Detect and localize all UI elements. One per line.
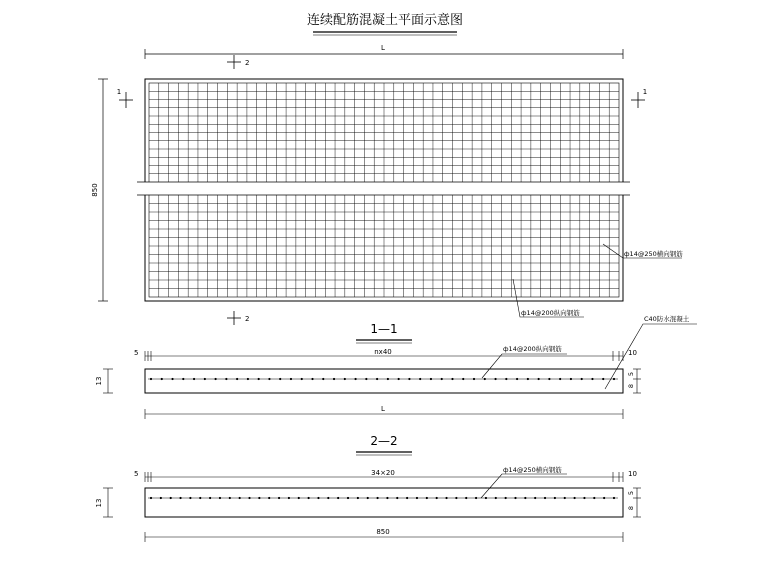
section-1-concrete-callout: C40防水混凝土: [644, 315, 690, 323]
rebar-dot: [215, 378, 217, 380]
rebar-dot: [376, 378, 378, 380]
section-1-bottom-label: L: [381, 405, 385, 413]
rebar-dot: [225, 378, 227, 380]
rebar-dot: [416, 497, 418, 499]
rebar-dot: [473, 378, 475, 380]
rebar-dot: [301, 378, 303, 380]
section-1-thickness-dimension: [103, 369, 113, 393]
rebar-dot: [419, 378, 421, 380]
rebar-dot: [559, 378, 561, 380]
rebar-dot: [347, 497, 349, 499]
rebar-dot: [199, 497, 201, 499]
rebar-dot: [524, 497, 526, 499]
rebar-dot: [317, 497, 319, 499]
rebar-dot: [408, 378, 410, 380]
rebar-dot: [505, 378, 507, 380]
rebar-dot: [613, 497, 615, 499]
rebar-dot: [258, 378, 260, 380]
rebar-dot: [527, 378, 529, 380]
rebar-dot: [268, 497, 270, 499]
rebar-dot: [376, 497, 378, 499]
rebar-dot: [591, 378, 593, 380]
rebar-dot: [441, 378, 443, 380]
section-2-right-dim: 10: [628, 470, 637, 478]
rebar-dot: [386, 497, 388, 499]
rebar-dot: [298, 497, 300, 499]
rebar-dot: [248, 497, 250, 499]
section-2-left-dim: 5: [134, 470, 139, 478]
rebar-dot: [514, 497, 516, 499]
rebar-dot: [495, 497, 497, 499]
section-1-slab: [145, 369, 623, 393]
plan-center-joint-gap: [137, 182, 630, 195]
rebar-dot: [613, 378, 615, 380]
section-2-cut-bottom: [227, 311, 241, 325]
section-2-rebar-leader: [481, 474, 567, 498]
rebar-dot: [538, 378, 540, 380]
section-2-cut-top: [227, 55, 241, 69]
rebar-dot: [160, 497, 162, 499]
section-2-thickness-label: 13: [95, 498, 103, 508]
rebar-dot: [193, 378, 195, 380]
section-1-side-dim-upper: 5: [627, 371, 635, 377]
rebar-dot: [462, 378, 464, 380]
rebar-dot: [333, 378, 335, 380]
rebar-dot: [430, 378, 432, 380]
rebar-dot: [365, 378, 367, 380]
rebar-dot: [445, 497, 447, 499]
rebar-dot: [548, 378, 550, 380]
section-1-mark-right: 1: [642, 88, 648, 96]
rebar-dot: [426, 497, 428, 499]
section-2-side-dim-upper: 5: [627, 490, 635, 496]
rebar-dot: [602, 378, 604, 380]
rebar-dot: [570, 378, 572, 380]
section-2-mark-bottom: 2: [245, 315, 250, 323]
rebar-dot: [465, 497, 467, 499]
rebar-dot: [288, 497, 290, 499]
section-2-slab: [145, 488, 623, 517]
rebar-dot: [406, 497, 408, 499]
section-2-thickness-dimension: [103, 488, 113, 517]
rebar-dot: [581, 378, 583, 380]
section-1-rebar-callout: ф14@200纵向钢筋: [503, 345, 562, 353]
rebar-dot: [239, 497, 241, 499]
rebar-dot: [516, 378, 518, 380]
rebar-dot: [583, 497, 585, 499]
rebar-dot: [179, 497, 181, 499]
rebar-dot: [247, 378, 249, 380]
rebar-dot: [544, 497, 546, 499]
rebar-dot: [170, 497, 172, 499]
section-2-bottom-label: 850: [376, 528, 390, 536]
rebar-dot: [337, 497, 339, 499]
rebar-dot: [485, 497, 487, 499]
section-2-side-dim-lower: 8: [627, 505, 635, 511]
rebar-dot: [236, 378, 238, 380]
rebar-dot: [505, 497, 507, 499]
rebar-dot: [573, 497, 575, 499]
rebar-dot: [327, 497, 329, 499]
rebar-dot: [387, 378, 389, 380]
rebar-dot: [229, 497, 231, 499]
rebar-dot: [182, 378, 184, 380]
rebar-dot: [204, 378, 206, 380]
section-2-spacing-label: 34×20: [371, 469, 395, 477]
rebar-dot: [308, 497, 310, 499]
section-2-rebar-callout: ф14@250横向钢筋: [503, 466, 562, 474]
plan-width-dimension: [98, 79, 108, 301]
section-1-left-dim: 5: [134, 349, 139, 357]
rebar-dot: [171, 378, 173, 380]
rebar-dot: [451, 378, 453, 380]
rebar-dot: [436, 497, 438, 499]
section-1-right-dim: 10: [628, 349, 637, 357]
rebar-dot: [258, 497, 260, 499]
rebar-dot: [554, 497, 556, 499]
rebar-dot: [322, 378, 324, 380]
rebar-dot: [396, 497, 398, 499]
plan-width-label: 850: [91, 183, 99, 197]
rebar-dot: [268, 378, 270, 380]
rebar-dot: [311, 378, 313, 380]
rebar-dot: [603, 497, 605, 499]
rebar-dot: [219, 497, 221, 499]
section-1-spacing-label: nx40: [374, 348, 392, 356]
rebar-dot: [290, 378, 292, 380]
rebar-dot: [354, 378, 356, 380]
rebar-dot: [344, 378, 346, 380]
rebar-dot: [564, 497, 566, 499]
rebar-dot: [475, 497, 477, 499]
plan-length-label: L: [381, 44, 385, 52]
rebar-dot: [150, 497, 152, 499]
section-1-mark-left: 1: [116, 88, 122, 96]
rebar-dot: [455, 497, 457, 499]
rebar-dot: [357, 497, 359, 499]
longitudinal-rebar-callout: ф14@200纵向钢筋: [521, 309, 580, 317]
section-1-rebar-leader: [482, 354, 567, 378]
transverse-rebar-callout: ф14@250横向钢筋: [624, 250, 683, 258]
section-2-mark-top: 2: [245, 59, 250, 67]
rebar-dot: [150, 378, 152, 380]
section-2-title: 2—2: [370, 434, 398, 448]
rebar-dot: [367, 497, 369, 499]
rebar-dot: [534, 497, 536, 499]
drawing-title: 连续配筋混凝土平面示意图: [306, 13, 464, 28]
rebar-dot: [484, 378, 486, 380]
section-1-side-dim-lower: 8: [627, 383, 635, 389]
rebar-dot: [494, 378, 496, 380]
rebar-dot: [189, 497, 191, 499]
rebar-dot: [593, 497, 595, 499]
rebar-dot: [209, 497, 211, 499]
section-1-thickness-label: 13: [95, 376, 103, 386]
section-1-title: 1—1: [370, 322, 398, 336]
rebar-dot: [161, 378, 163, 380]
rebar-dot: [279, 378, 281, 380]
rebar-dot: [278, 497, 280, 499]
rebar-dot: [398, 378, 400, 380]
